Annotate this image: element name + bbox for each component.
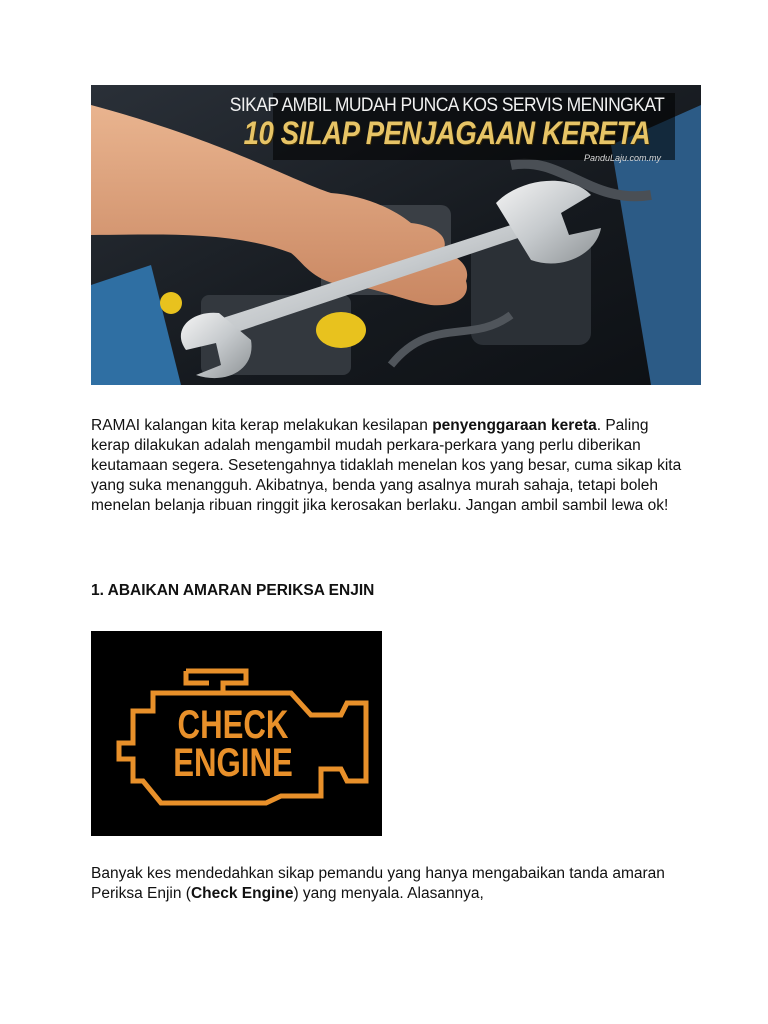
p2-text-start: Banyak kes mendedahkan sikap pemandu yang hanya mengabaikan tanda amaran Periksa Enjin ( <box>91 865 665 902</box>
hero-subtitle: SIKAP AMBIL MUDAH PUNCA KOS SERVIS MENINGKAT <box>229 95 665 116</box>
hero-watermark: PanduLaju.com.my <box>583 153 661 163</box>
check-engine-image <box>91 631 382 836</box>
check-engine-text-2: ENGINE <box>173 740 293 785</box>
p2-text-end: ) yang menyala. Alasannya, <box>293 885 484 902</box>
intro-bold-term: penyenggaraan kereta <box>432 417 597 434</box>
intro-text-end: . Paling kerap dilakukan adalah mengambil mudah perkara-perkara yang perlu diberikan keutamaan segera. Sesetengahnya tidaklah menelan kos yang besar, cuma sikap kita yang suka menangguh. Akibatnya, benda yang asalnya murah sahaja, tetapi boleh menelan belanja ribuan ringgit jika kerosakan berlaku. Jangan ambil sambil lewa ok! <box>91 417 682 514</box>
check-engine-icon <box>91 631 382 836</box>
intro-paragraph <box>91 416 691 516</box>
p2-bold-term: Check Engine <box>190 885 294 902</box>
intro-text-start: RAMAI kalangan kita kerap melakukan kesilapan <box>91 417 433 434</box>
hero-image <box>91 85 701 385</box>
check-engine-text-1: CHECK <box>177 702 289 747</box>
paragraph-2 <box>91 864 691 904</box>
hero-title: 10 SILAP PENJAGAAN KERETA <box>243 115 651 151</box>
section-heading-1: 1. ABAIKAN AMARAN PERIKSA ENJIN <box>91 582 375 599</box>
